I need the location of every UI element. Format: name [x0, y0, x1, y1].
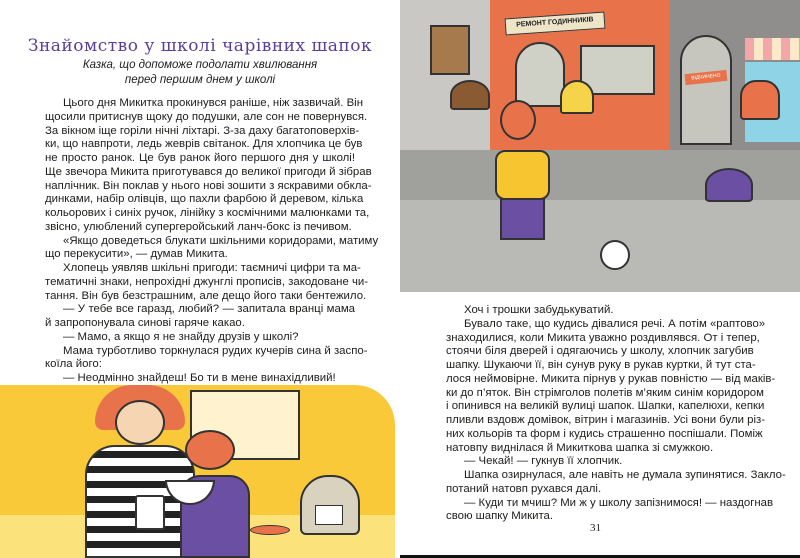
text-line: Ще звечора Микита приготувався до великої пригоди й зібрав: [45, 165, 372, 178]
text-line: коїла його:: [45, 358, 102, 371]
text-line: Шапка озирнулася, але навіть не думала зупинятися. Закло-: [464, 469, 786, 481]
text-line: свою шапку Микита.: [446, 510, 554, 523]
text-line: що перекусити», — думав Микита.: [45, 248, 228, 261]
subtitle-line-1: Казка, що допоможе подолати хвилювання: [82, 59, 318, 71]
boy-head: [500, 100, 536, 140]
open-sign: ВІДЧИНЕНО: [685, 70, 728, 85]
text-line: тання. Він був безстрашним, але дещо його таки бентежило.: [45, 289, 367, 302]
text-line: шапку. Шукаючи її, він сунув руку в рукав куртки, й тут ста-: [446, 359, 756, 371]
text-line: потаний натовп рухався далі.: [446, 482, 602, 495]
text-line: ки до п’яток. Він стрімголов полетів м’яким синім коридором: [446, 386, 764, 399]
kitchen-illustration: [0, 385, 395, 558]
story-title: Знайомство у школі чарівних шапок: [27, 36, 373, 56]
text-line: й запропонувала синові гаряче какао.: [45, 317, 245, 329]
text-line: і опинився на великій вулиці шапок. Шапки, капелюхи, кепки: [446, 400, 765, 413]
text-line: кольорових і синіх ручок, лінійку з космічними малюнками та,: [45, 207, 370, 219]
page-number: 31: [590, 522, 601, 534]
text-line: Мама турботливо торкнулася рудих кучерів сина й заспо-: [63, 344, 368, 357]
text-line: щосили притиснув щоку до подушки, але сон не повернувся.: [45, 110, 368, 123]
brown-hat: [450, 80, 490, 110]
text-line: натовпу виднілася й Микиткова шапка зі смужкою.: [446, 441, 714, 454]
yellow-hat: [560, 80, 594, 114]
subtitle-line-2: перед першим днем у школі: [124, 74, 276, 86]
text-line: — У тебе все гаразд, любий? — запитала вранці мама: [63, 303, 355, 316]
right-body-text: [446, 304, 786, 524]
text-line: стоячи біля дверей і одягаючись у школу, хлопчик загубив: [446, 345, 754, 358]
text-line: лося неймовірне. Микита пірнув у рукав повністю — від маків-: [446, 372, 776, 385]
purple-hat: [705, 168, 753, 202]
cocoa-mug: [135, 495, 165, 530]
text-line: За вікном іще горіли нічні ліхтарі. З-за даху багатоповерхів-: [45, 124, 360, 137]
text-line: — Чекай! — гукнув її хлопчик.: [464, 455, 623, 468]
text-line: Хлопець уявляв шкільні пригоди: таємничі цифри та ма-: [63, 262, 361, 274]
text-line: — Мамо, а якщо я не знайду друзів у школі?: [63, 330, 299, 343]
text-line: «Якщо доведеться блукати шкільними коридорами, матиму: [63, 234, 379, 247]
shop-sign: РЕМОНТ ГОДИННИКІВ: [505, 12, 606, 36]
text-line: них кольорів та форм і кудись страшенно поспішали. Поміж: [446, 427, 763, 440]
text-line: динками, набір олівців, що пахли фарбою й деревом, кілька: [45, 193, 364, 206]
street-of-hats-illustration: [400, 0, 800, 292]
text-line: тематичні знаки, непрохідні джунглі прописів, закодоване чи-: [45, 275, 369, 288]
text-line: пливли вздовж домівок, вітрин і магазинів. Усі вони були різ-: [446, 414, 766, 426]
left-body-text: [45, 97, 379, 386]
text-line: Цього дня Микитка прокинувся раніше, ніж зазвичай. Він: [63, 97, 363, 109]
text-line: Хоч і трошки забудькуватий.: [464, 304, 614, 316]
text-line: ки, що навпроти, ледь жеврів світанок. Для хлопчика це був: [45, 138, 363, 151]
boy-sweater: [495, 150, 550, 200]
text-line: — Куди ти мчиш? Ми ж у школу запізнимося! — наздогнав: [464, 496, 774, 509]
orange-hat: [740, 80, 780, 120]
text-line: звісно, улюблений супергеройський ланч-бокс із печивом.: [45, 220, 352, 233]
text-line: знаходилися, коли Микита уважно роздивлявся. От і тепер,: [446, 331, 760, 344]
text-line: — Неодмінно знайдеш! Бо ти в мене винахідливий!: [63, 372, 336, 384]
text-line: Бувало таке, що кудись дівалися речі. А потім «раптово»: [464, 317, 766, 330]
text-line: наплічник. Він поклав у нього нові зошити з яскравими обкла-: [45, 179, 372, 192]
text-line: не просто ранок. Це був ранок його першого дня у школі!: [45, 152, 355, 164]
